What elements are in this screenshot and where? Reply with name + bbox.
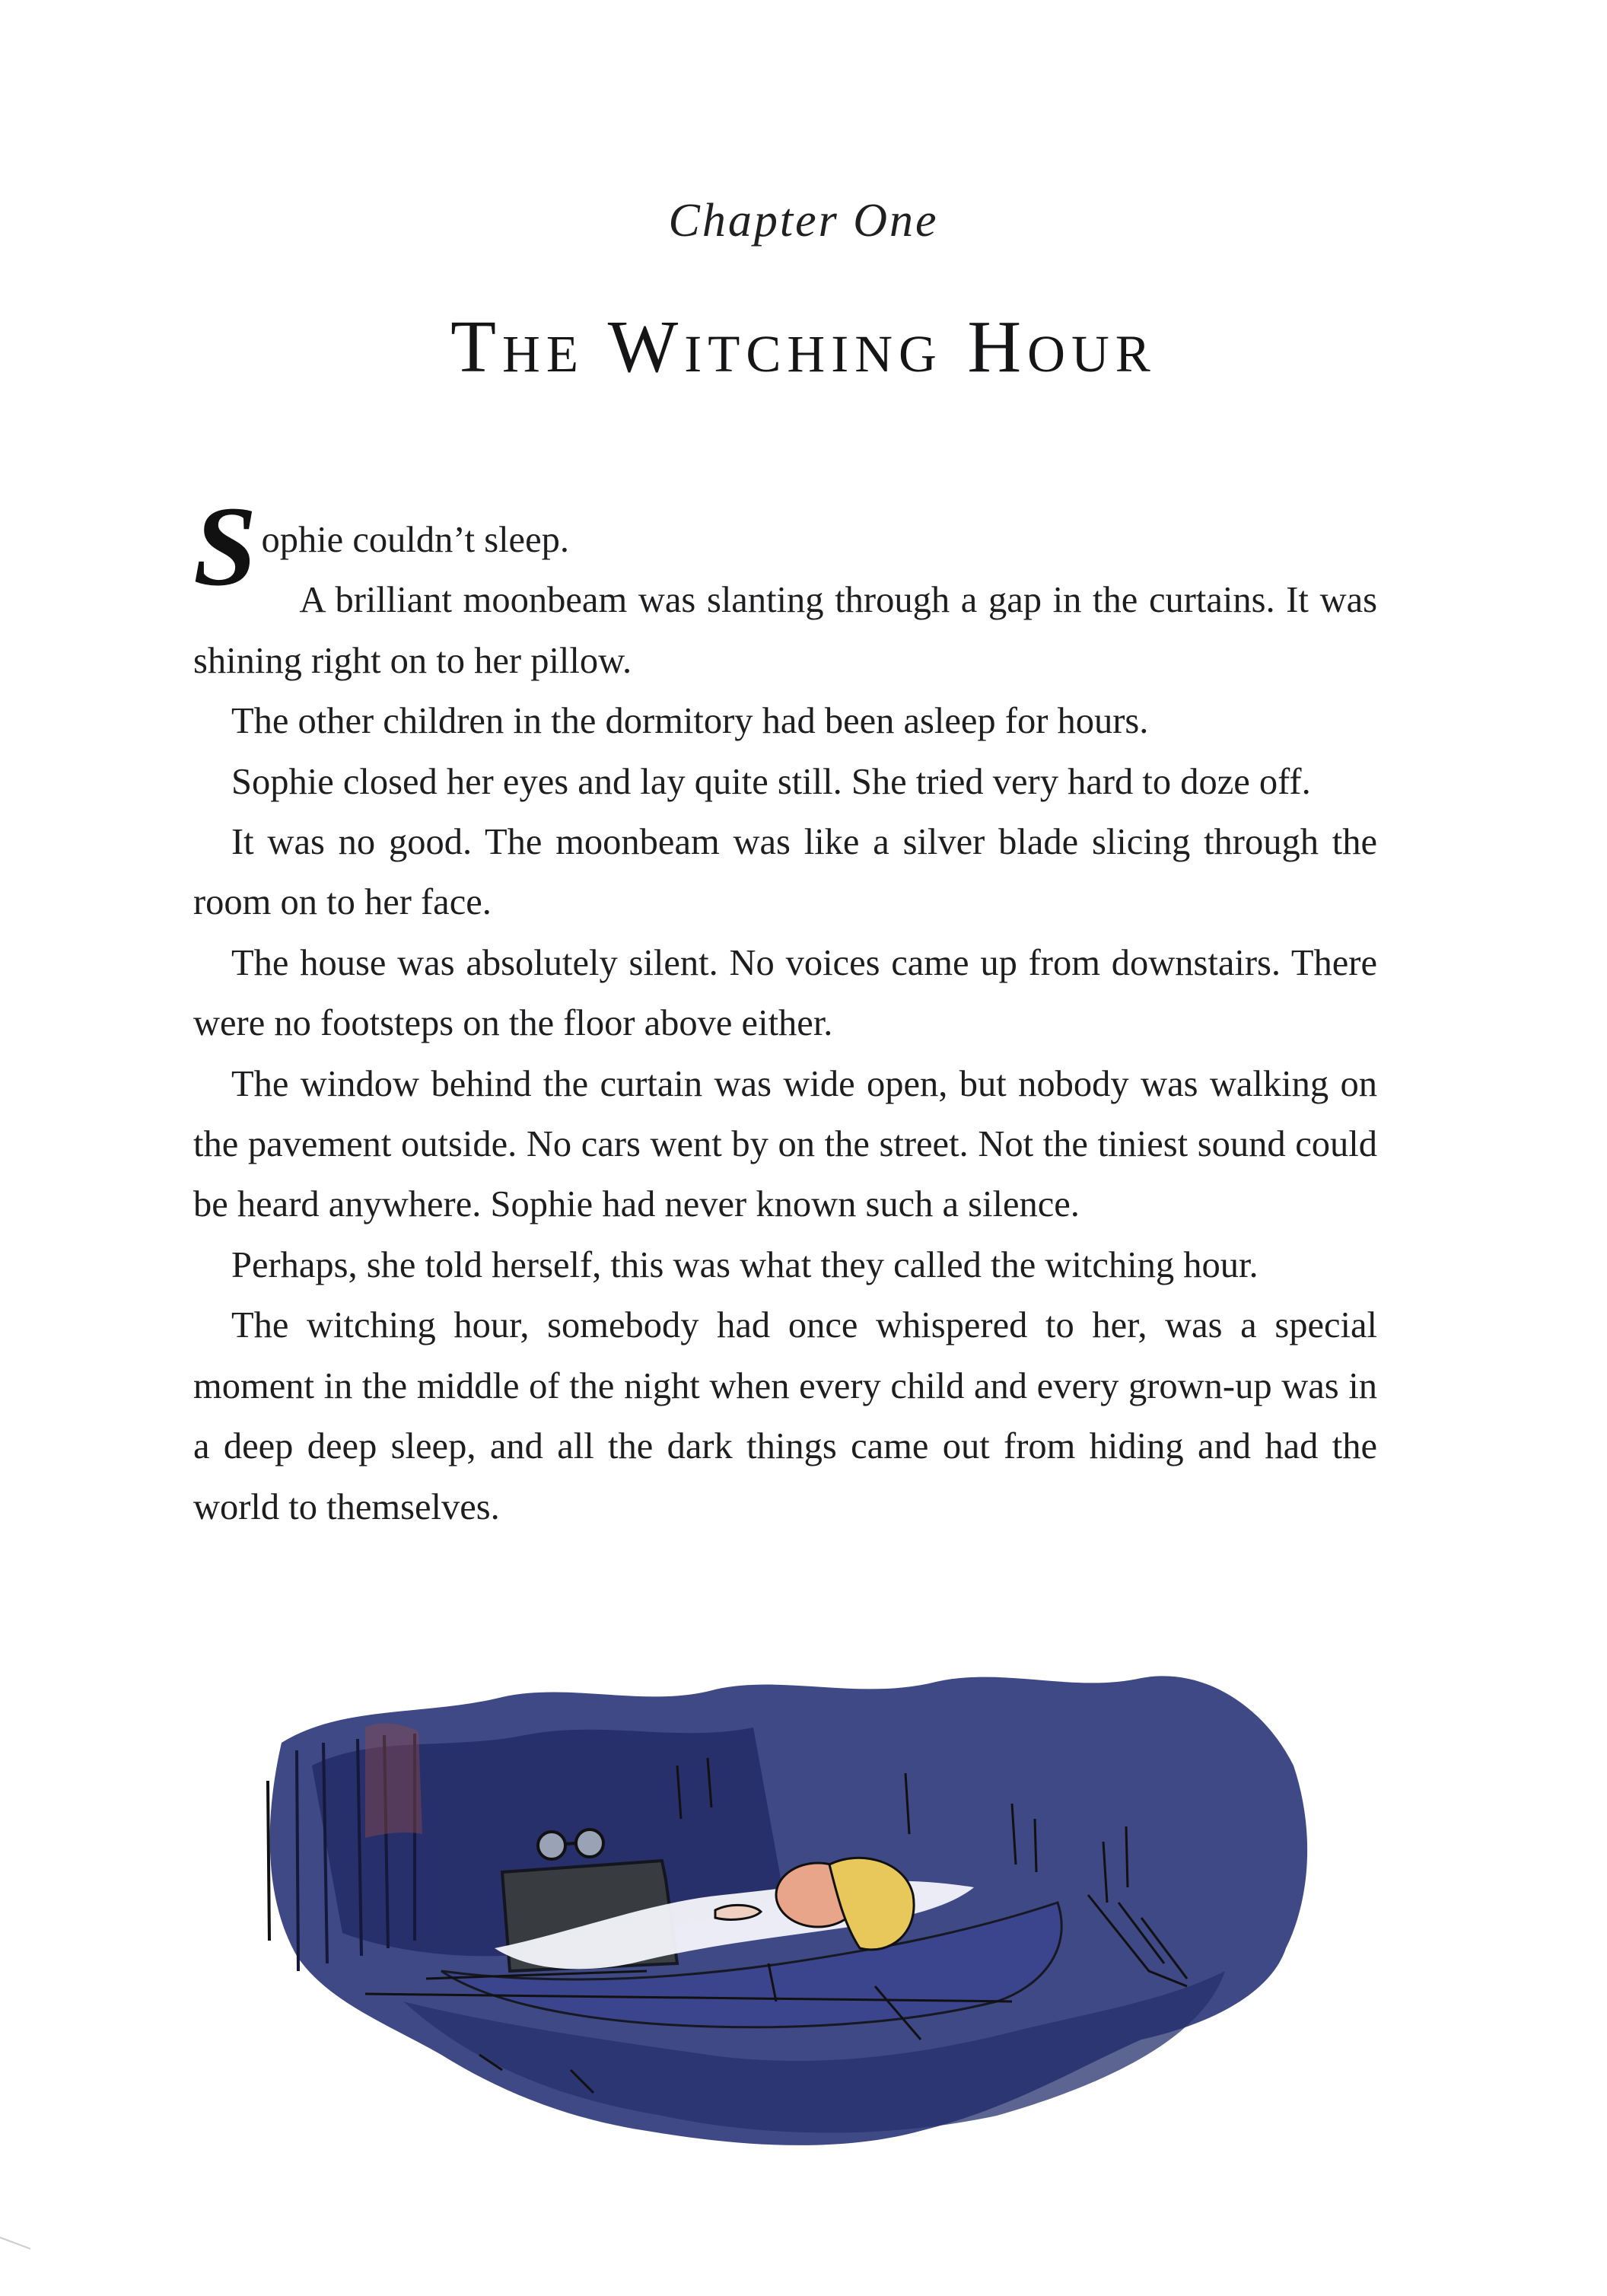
paragraph-7: The window behind the curtain was wide open, but nobody was walking on the pavement outside. No cars went by on the street. Not the tiniest sound could be heard anywhere. Sophie had never known such a silence.	[193, 1063, 1377, 1225]
sleeping-girl-illustration	[251, 1644, 1332, 2161]
chapter-title: The Witching Hour	[450, 306, 1157, 388]
paragraph-6: The house was absolutely silent. No voices came up from downstairs. There were no footsteps on the floor above either.	[193, 942, 1377, 1044]
paragraph-1-text: ophie couldn’t sleep.	[261, 520, 569, 560]
paragraph-5: It was no good. The moonbeam was like a silver blade slicing through the room on to her face.	[193, 822, 1377, 923]
scan-mark	[0, 2230, 46, 2260]
paragraph-4: Sophie closed her eyes and lay quite still. She tried very hard to doze off.	[231, 761, 1311, 802]
paragraph-8: Perhaps, she told herself, this was what they called the witching hour.	[231, 1244, 1259, 1285]
chapter-label: Chapter One	[668, 195, 939, 247]
chapter-body	[193, 483, 1377, 1537]
drop-cap: S	[193, 483, 257, 610]
paragraph-9: The witching hour, somebody had once whispered to her, was a special moment in the middle of the night when every child and every grown-up was in a deep deep sleep, and all the dark things came out from hiding and had the world to themselves.	[193, 1305, 1377, 1527]
curtain-rust	[365, 1724, 422, 1838]
paragraph-3: The other children in the dormitory had been asleep for hours.	[231, 701, 1149, 742]
paragraph-2: A brilliant moonbeam was slanting through a gap in the curtains. It was shining right on to her pillow.	[193, 580, 1377, 681]
frame-line	[268, 1781, 269, 1941]
paragraph-1	[193, 483, 1377, 610]
